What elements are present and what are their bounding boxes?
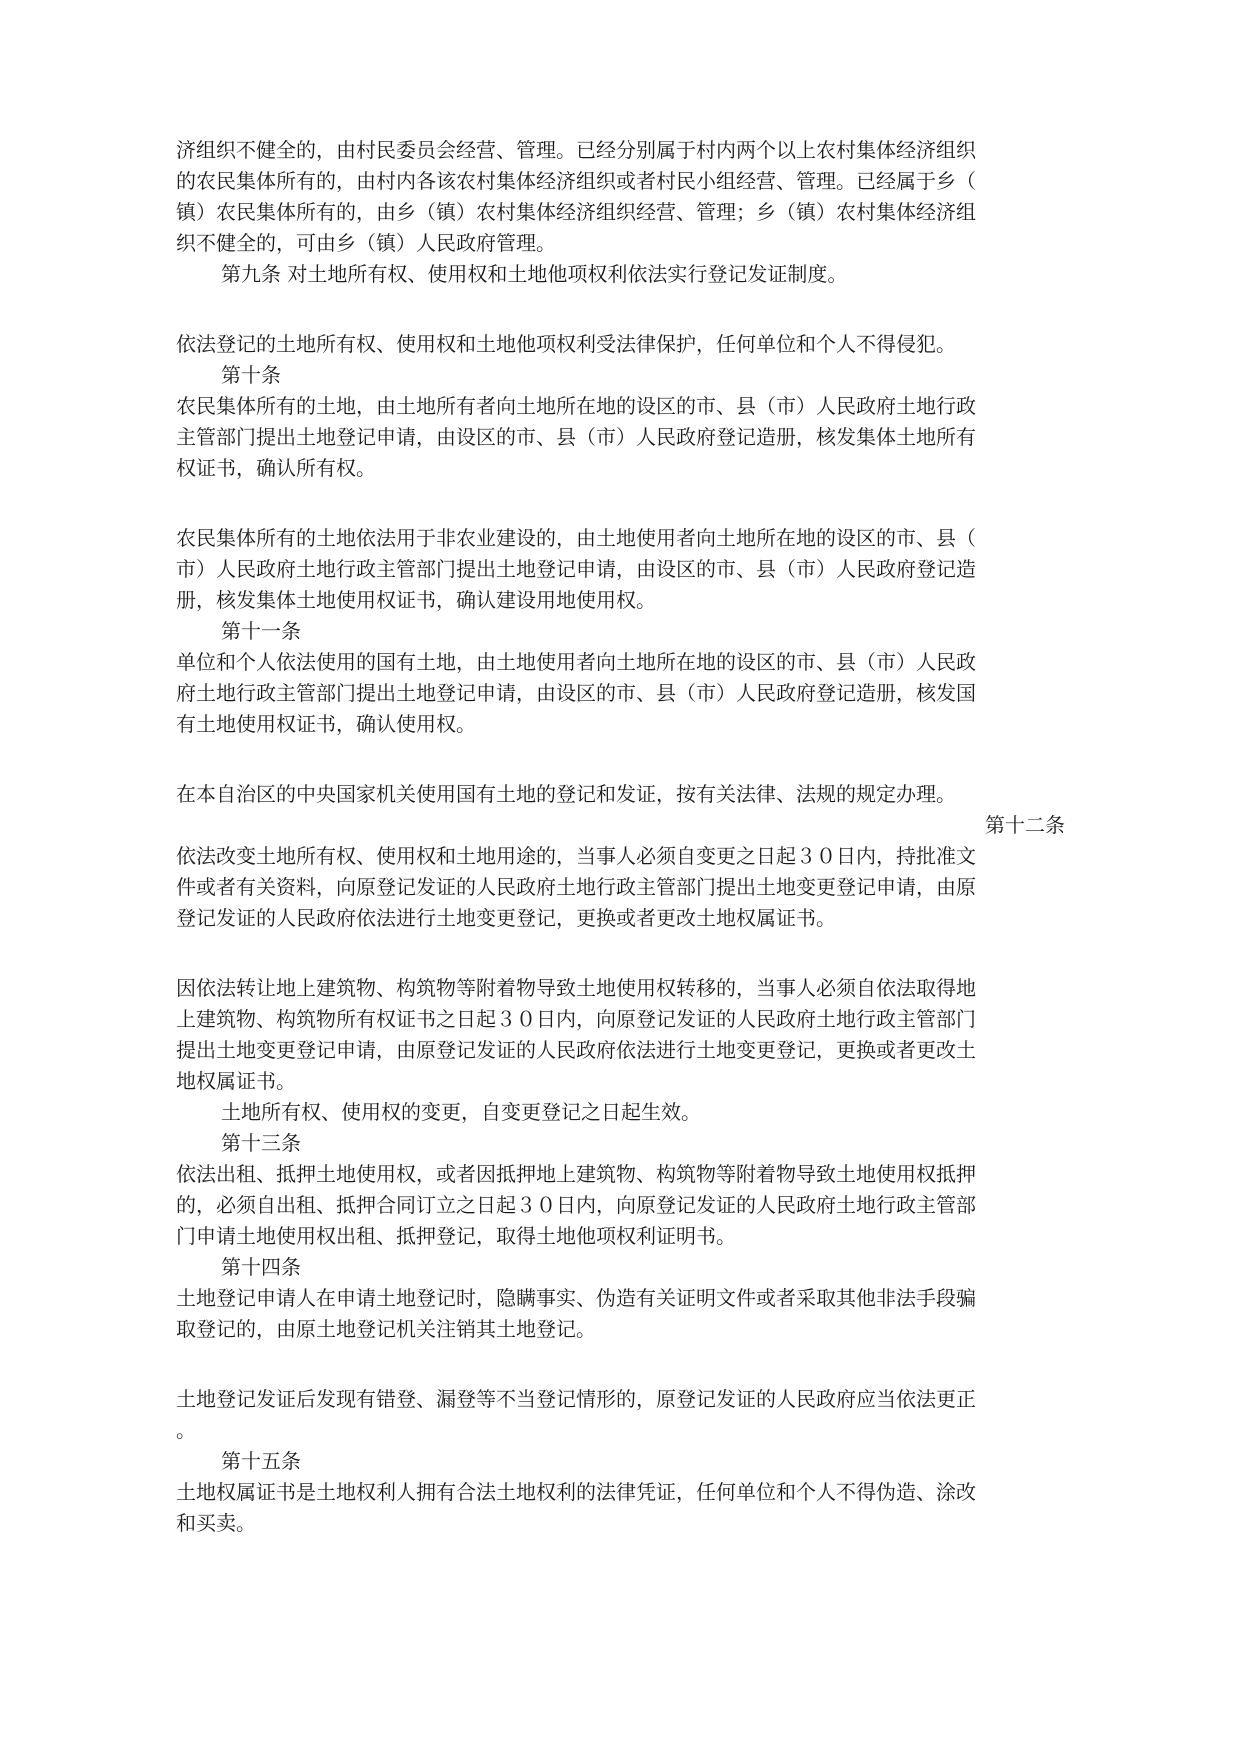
text-line: 。	[176, 1418, 196, 1442]
text-line: 在本自治区的中央国家机关使用国有土地的登记和发证，按有关法律、法规的规定办理。	[176, 782, 956, 806]
text-line: 土地登记发证后发现有错登、漏登等不当登记情形的，原登记发证的人民政府应当依法更正	[176, 1387, 976, 1411]
text-line: 市）人民政府土地行政主管部门提出土地登记申请，由设区的市、县（市）人民政府登记造	[176, 557, 976, 581]
text-line: 册，核发集体土地使用权证书，确认建设用地使用权。	[176, 588, 656, 612]
text-line: 提出土地变更登记申请，由原登记发证的人民政府依法进行土地变更登记，更换或者更改土	[176, 1038, 976, 1062]
text-line: 土地登记申请人在申请土地登记时，隐瞒事实、伪造有关证明文件或者采取其他非法手段骗	[176, 1286, 976, 1310]
article-12-heading: 第十二条	[985, 813, 1065, 837]
text-line: 的农民集体所有的，由村内各该农村集体经济组织或者村民小组经营、管理。已经属于乡（	[176, 169, 976, 193]
text-line: 权证书，确认所有权。	[176, 456, 376, 480]
text-line: 依法改变土地所有权、使用权和土地用途的，当事人必须自变更之日起３０日内，持批准文	[176, 844, 976, 868]
text-line: 地权属证书。	[176, 1069, 296, 1093]
text-line: 依法登记的土地所有权、使用权和土地他项权利受法律保护，任何单位和个人不得侵犯。	[176, 332, 956, 356]
text-line: 取登记的，由原土地登记机关注销其土地登记。	[176, 1317, 596, 1341]
article-10-heading: 第十条	[221, 363, 281, 387]
text-line: 镇）农民集体所有的，由乡（镇）农村集体经济组织经营、管理；乡（镇）农村集体经济组	[176, 200, 976, 224]
article-13-heading: 第十三条	[221, 1131, 301, 1155]
text-line: 主管部门提出土地登记申请，由设区的市、县（市）人民政府登记造册，核发集体土地所有	[176, 425, 976, 449]
text-line: 府土地行政主管部门提出土地登记申请，由设区的市、县（市）人民政府登记造册，核发国	[176, 681, 976, 705]
article-14-heading: 第十四条	[221, 1255, 301, 1279]
text-line: 门申请土地使用权出租、抵押登记，取得土地他项权利证明书。	[176, 1224, 736, 1248]
text-line: 依法出租、抵押土地使用权，或者因抵押地上建筑物、构筑物等附着物导致土地使用权抵押	[176, 1162, 976, 1186]
text-line: 农民集体所有的土地，由土地所有者向土地所在地的设区的市、县（市）人民政府土地行政	[176, 394, 976, 418]
text-line: 有土地使用权证书，确认使用权。	[176, 712, 476, 736]
article-15-heading: 第十五条	[221, 1449, 301, 1473]
text-line: 单位和个人依法使用的国有土地，由土地使用者向土地所在地的设区的市、县（市）人民政	[176, 650, 976, 674]
text-line: 济组织不健全的，由村民委员会经营、管理。已经分别属于村内两个以上农村集体经济组织	[176, 138, 976, 162]
text-line: 登记发证的人民政府依法进行土地变更登记，更换或者更改土地权属证书。	[176, 906, 836, 930]
text-line: 土地权属证书是土地权利人拥有合法土地权利的法律凭证，任何单位和个人不得伪造、涂改	[176, 1480, 976, 1504]
text-line: 的，必须自出租、抵押合同订立之日起３０日内，向原登记发证的人民政府土地行政主管部	[176, 1193, 976, 1217]
text-line: 农民集体所有的土地依法用于非农业建设的，由土地使用者向土地所在地的设区的市、县（	[176, 526, 976, 550]
text-line: 上建筑物、构筑物所有权证书之日起３０日内，向原登记发证的人民政府土地行政主管部门	[176, 1007, 976, 1031]
article-11-heading: 第十一条	[221, 619, 301, 643]
text-line: 因依法转让地上建筑物、构筑物等附着物导致土地使用权转移的，当事人必须自依法取得地	[176, 976, 976, 1000]
text-line: 件或者有关资料，向原登记发证的人民政府土地行政主管部门提出土地变更登记申请，由原	[176, 875, 976, 899]
text-line: 和买卖。	[176, 1511, 256, 1535]
text-line: 土地所有权、使用权的变更，自变更登记之日起生效。	[221, 1100, 701, 1124]
text-line: 织不健全的，可由乡（镇）人民政府管理。	[176, 231, 556, 255]
article-9: 第九条 对土地所有权、使用权和土地他项权利依法实行登记发证制度。	[221, 262, 848, 286]
